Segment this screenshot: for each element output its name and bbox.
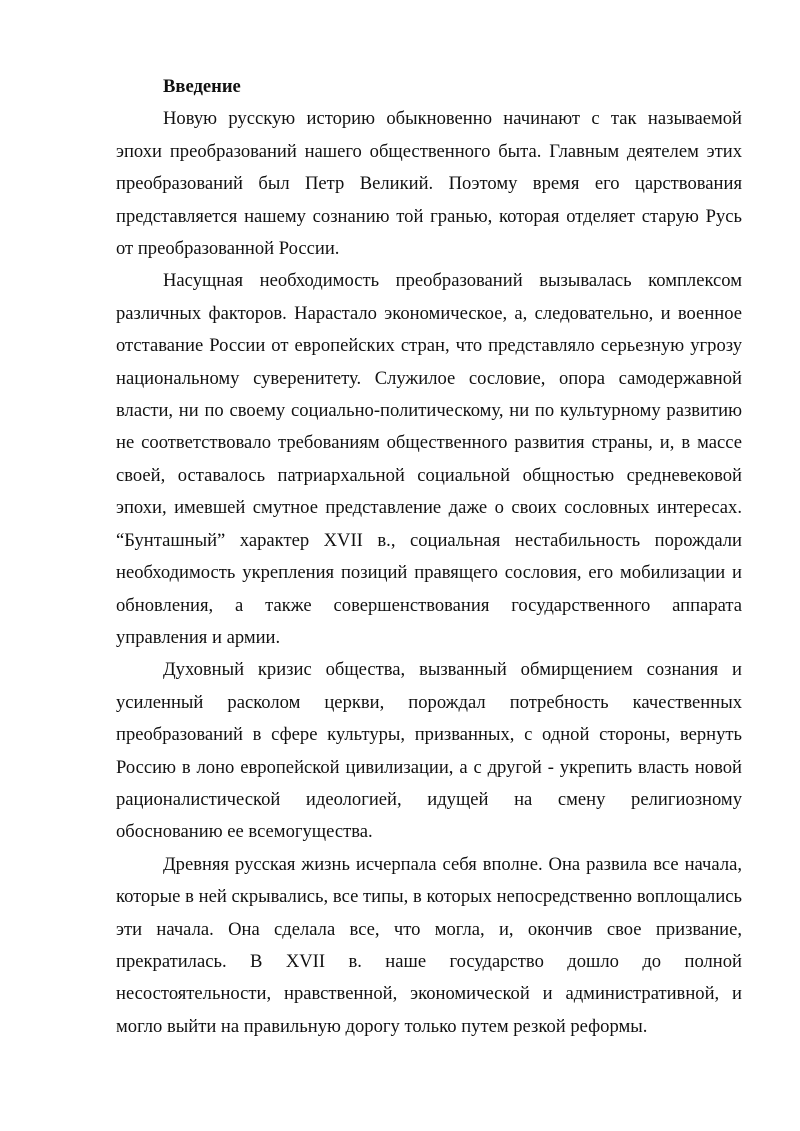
- paragraph-4: Древняя русская жизнь исчерпала себя вполне. Она развила все начала, которые в ней скрывались, все типы, в которых непосредственно воплощались эти начала. Она сделала все, что могла, и, окончив свое призвание, прекратилась. В XVII в. наше государство дошло до полной несостоятельности, нравственной, экономической и административной, и могло выйти на правильную дорогу только путем резкой реформы.: [116, 853, 742, 1037]
- paragraph-3: Духовный кризис общества, вызванный обмирщением сознания и усиленный расколом церкви, порождал потребность качественных преобразований в сфере культуры, призванных, с одной стороны, вернуть Россию в лоно европейской цивилизации, а с другой - укрепить власть новой рационалистической идеологией, идущей на смену религиозному обоснованию ее всемогущества.: [116, 659, 742, 843]
- paragraph-2: Насущная необходимость преобразований вызывалась комплексом различных факторов. Нарастало экономическое, а, следовательно, и военное отставание России от европейских стран, что представляло серьезную угрозу национальному суверенитету. Служилое сословие, опора самодержавной власти, ни по своему социально-политическому, ни по культурному развитию не соответствовало требованиям общественного развития страны, и, в массе своей, оставалось патриархальной социальной общностью средневековой эпохи, имевшей смутное представление даже о своих сословных интересах. “Бунташный” характер XVII в., социальная нестабильность порождали необходимость укрепления позиций правящего сословия, его мобилизации и обновления, а также совершенствования государственного аппарата управления и армии.: [116, 270, 742, 648]
- paragraph-1: Новую русскую историю обыкновенно начинают с так называемой эпохи преобразований нашего общественного быта. Главным деятелем этих преобразований был Петр Великий. Поэтому время его царствования представляется нашему сознанию той гранью, которая отделяет старую Русь от преобразованной России.: [116, 108, 742, 260]
- section-heading: Введение: [163, 76, 241, 97]
- document-body: [116, 71, 742, 1043]
